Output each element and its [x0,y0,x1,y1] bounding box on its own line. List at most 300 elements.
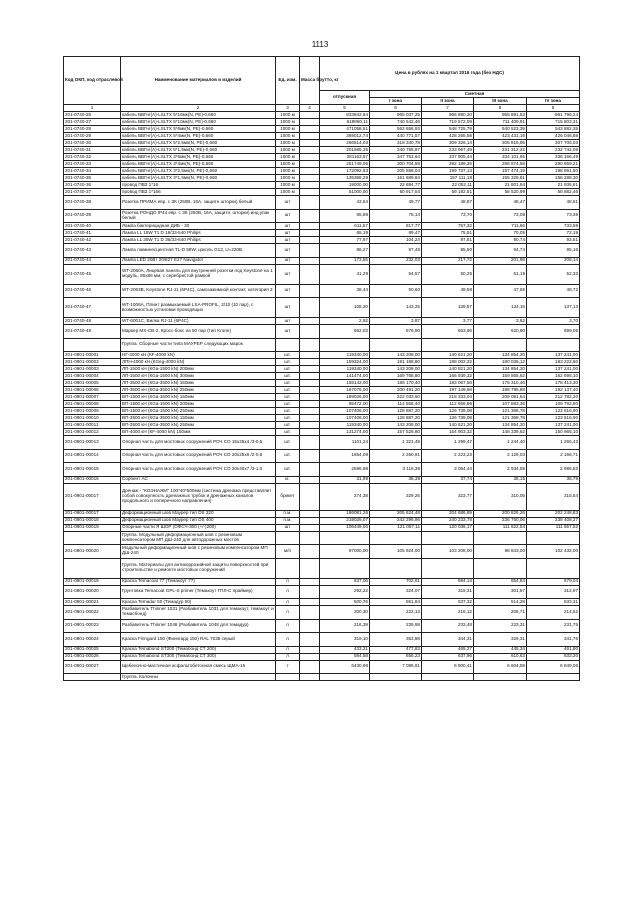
cell-release-price: 2,92 [320,318,370,325]
cell-zone-1-price: 440 771,57 [370,133,422,140]
cell-mass [300,422,320,429]
cell-unit: 1000 м [276,112,300,119]
cell-name: кабель ВВГнг(А)-LSLTX 3*4мк(N, PE)-0,660 [121,161,276,168]
cell-release-price: 19000,00 [320,182,370,189]
cell-release-price: 119340,00 [320,352,370,359]
cell-name: WT-2063B, Keystone RJ-11 (6P4C), самозажимной контакт, категория 3 [121,284,276,298]
cell-name: ВП-1500 кН (КGa-1500 kN) 200мм [121,401,276,408]
cell-zone-3-price: 197 474,19 [474,168,527,175]
cell-name: НГ-4000 кН (КF-4000 kN) [121,352,276,359]
cell-zone-2-price: 337 905,44 [422,154,474,161]
cell-name: кабель ВВГнг(А)-LSLTX 5*16мк(N, PE)-0,660 [121,112,276,119]
cell-zone-3-price: 155 329,81 [474,175,527,182]
cell-name: провод ПВЗ 1*16 [121,182,276,189]
cell-zone-1-price: 3 116,38 [370,463,422,477]
header-estimate-price: Сметная [370,91,580,98]
cell-unit: шт [276,209,300,223]
header-release-price: отпускная [320,91,370,105]
cell-zone-4-price: 178 413,30 [527,380,580,387]
table-row [64,189,580,196]
cell-zone-3-price: 334 101,65 [474,154,527,161]
cell-release-price: 43,64 [320,196,370,210]
cell-unit: шт [276,244,300,258]
cell-code: 201-0901-00003 [64,366,121,373]
cell-zone-1-price: 143 208,00 [370,352,422,359]
cell-zone-1-price [370,531,422,545]
cell-unit: м/п [276,545,300,559]
cell-mass [300,408,320,415]
cell-zone-2-price: 537,32 [422,599,474,606]
column-index: 1 [64,105,121,112]
cell-unit: 1000 м [276,126,300,133]
cell-unit: п.м. [276,510,300,517]
cell-zone-2-price: 126 739,08 [422,415,474,422]
cell-code: 201-0740-43 [64,244,121,258]
table-row [64,140,580,147]
cell-unit: 1000 м [276,168,300,175]
cell-zone-2-price: 75,51 [422,230,474,237]
cell-zone-1-price: 128 887,20 [370,408,422,415]
cell-release-price: 159324,00 [320,359,370,366]
cell-zone-1-price: 329,26 [370,483,422,510]
cell-name: Лампа LL 18W T1 D 18/33-540 Philips [121,230,276,237]
cell-unit: л [276,646,300,653]
cell-release-price: 186081,26 [320,510,370,517]
cell-name: ЛП-3500 кН (КGa-3500 kN) 150мм [121,380,276,387]
cell-zone-2-price: 548 725,79 [422,126,474,133]
cell-unit: л [276,653,300,660]
cell-name: ВП-1500 кН (КGa-1500 kN) 250мм [121,408,276,415]
table-row [64,352,580,359]
cell-zone-2-price: 48,87 [422,196,474,210]
cell-code: 201-0740-35 [64,175,121,182]
table-row [64,578,580,585]
cell-name: Дренаж - "КОЭНАЖИ" 100*40*500мм (система дренажа представляет собой совокупность дренажных трубок и дренажных каналов продольного и поперечного направления) [121,483,276,510]
cell-name: кабель ВВГнг(А)-LSLTX 5*10мк(N, PE)-0,660 [121,119,276,126]
cell-zone-2-price: 663,96 [422,325,474,339]
cell-unit: шт. [276,422,300,429]
cell-name: Грунтовка Temacoat GPL-S primer (Темакоут ГПЛ-С праймер) [121,585,276,599]
cell-unit: л [276,619,300,633]
cell-zone-3-price: 209 081,64 [474,394,527,401]
cell-code: 201-0740-49 [64,325,121,339]
cell-zone-1-price: 1 321,49 [370,436,422,450]
cell-name: Лампа люминесцентная TL-D 58W, цоколь G13, U=220В [121,244,276,258]
cell-release-price: 292,22 [320,585,370,599]
column-index: 6 [370,105,422,112]
cell-release-price: 135368,29 [320,175,370,182]
table-row [64,298,580,318]
cell-mass [300,147,320,154]
cell-unit [276,674,300,681]
cell-unit [276,558,300,578]
column-index: 7 [422,105,474,112]
cell-zone-2-price: 315,31 [422,585,474,599]
table-row [64,237,580,244]
cell-zone-1-price: 477,83 [370,646,422,653]
cell-mass [300,674,320,681]
cell-unit: л [276,633,300,647]
cell-release-price: 274,38 [320,483,370,510]
cell-mass [300,318,320,325]
cell-mass [300,653,320,660]
table-row [64,133,580,140]
cell-zone-3-price [474,558,527,578]
cell-zone-1-price: 105 924,00 [370,545,422,559]
cell-zone-4-price: 137,13 [527,298,580,318]
table-row [64,415,580,422]
cell-mass [300,599,320,606]
cell-zone-3-price: 188 795,88 [474,387,527,394]
cell-zone-2-price: 684,14 [422,578,474,585]
cell-mass [300,209,320,223]
cell-zone-3-price: 58 520,99 [474,189,527,196]
cell-mass [300,436,320,450]
cell-zone-4-price: 21 936,61 [527,182,580,189]
cell-zone-3-price: 148 339,62 [474,429,527,436]
cell-zone-1-price: 3,87 [370,318,422,325]
cell-release-price: 200,30 [320,606,370,620]
cell-zone-4-price: 3,70 [527,318,580,325]
table-row [64,524,580,531]
table-group-row [64,674,580,681]
cell-zone-1-price: 205 558,04 [370,168,422,175]
cell-zone-4-price: 123 516,90 [527,415,580,422]
cell-zone-3-price: 540 523,39 [474,126,527,133]
cell-zone-4-price: 95,16 [527,244,580,258]
cell-zone-4-price: 2 166,71 [527,449,580,463]
cell-zone-4-price: 341,76 [527,633,580,647]
cell-zone-2-price [422,338,474,352]
cell-name: ВП-1500 кН (КGa-1500 kN) 150мм [121,394,276,401]
cell-unit: л [276,599,300,606]
cell-zone-3-price: 310,05 [474,483,527,510]
cell-name: ВП-3500 кН (КGa-3500 kN) 150мм [121,415,276,422]
cell-release-price: 119340,00 [320,422,370,429]
cell-zone-1-price: 49,77 [370,196,422,210]
table-row [64,182,580,189]
cell-name: кабель ВВГнг(А)-LSLTX 3*6мк(N, PE)-0,660 [121,154,276,161]
table-row [64,175,580,182]
cell-code [64,558,121,578]
cell-release-price: 1101,24 [320,436,370,450]
cell-mass [300,366,320,373]
cell-unit: 1000 м [276,189,300,196]
cell-zone-1-price: 143 208,00 [370,422,422,429]
cell-code: 201-0740-46 [64,284,121,298]
cell-zone-1-price: 562 658,93 [370,126,422,133]
cell-mass [300,244,320,258]
table-group-row [64,531,580,545]
table-row [64,449,580,463]
cell-zone-2-price: 157 111,18 [422,175,474,182]
cell-zone-1-price: 104,24 [370,237,422,244]
cell-code: 201-0901-00019 [64,524,121,531]
cell-release-price: 65,89 [320,209,370,223]
cell-release-price: 167076,00 [320,387,370,394]
cell-release-price: 319,10 [320,633,370,647]
cell-name: Опорная часть для мостовых сооружений РОЧ СО 20х40х7 /3-1,0 [121,463,276,477]
cell-code [64,531,121,545]
cell-zone-3-price: 70,05 [474,230,527,237]
table-row [64,633,580,647]
cell-zone-2-price: 199 737,13 [422,168,474,175]
cell-zone-2-price: 323,77 [422,483,474,510]
cell-zone-2-price: 3,77 [422,318,474,325]
column-index-row [64,105,580,112]
cell-zone-3-price: 955 891,53 [474,112,527,119]
cell-zone-3-price: 134 854,20 [474,352,527,359]
cell-code: 201-0901-00027 [64,660,121,674]
cell-zone-4-price: 192 137,40 [527,387,580,394]
cell-zone-3-price: 48,47 [474,196,527,210]
cell-mass [300,112,320,119]
cell-zone-1-price: 740 542,46 [370,119,422,126]
table-row [64,606,580,620]
cell-zone-4-price: 183 222,60 [527,359,580,366]
cell-unit: шт [276,325,300,339]
cell-zone-2-price: 183 067,56 [422,380,474,387]
cell-zone-1-price: 965 037,25 [370,112,422,119]
cell-unit: 1000 м [276,175,300,182]
cell-zone-1-price: 240 785,97 [370,147,422,154]
cell-zone-1-price: 75,14 [370,209,422,223]
cell-unit [276,338,300,352]
cell-zone-3-price: 445,34 [474,646,527,653]
cell-name: провод ПВЗ 1*166 [121,189,276,196]
cell-code: 201-0901-00021 [64,599,121,606]
cell-mass [300,394,320,401]
cell-zone-4-price: 699,06 [527,325,580,339]
cell-zone-4-price: 312,97 [527,585,580,599]
table-row [64,380,580,387]
cell-zone-4-price: 111 657,52 [527,524,580,531]
cell-release-price: 662,03 [320,325,370,339]
cell-zone-1-price: 817,77 [370,223,422,230]
cell-zone-1-price: 143,25 [370,298,422,318]
cell-release-price: 189026,00 [320,394,370,401]
table-row [64,436,580,450]
cell-mass [300,558,320,578]
cell-unit: шт [276,284,300,298]
cell-unit: шт. [276,401,300,408]
cell-zone-1-price: 89,47 [370,230,422,237]
cell-zone-3-price: 231 312,22 [474,147,527,154]
cell-release-price: 86,27 [320,244,370,258]
cell-release-price: 172092,63 [320,168,370,175]
table-row [64,168,580,175]
cell-zone-4-price: 307 706,03 [527,140,580,147]
cell-mass [300,237,320,244]
cell-unit: шт. [276,352,300,359]
cell-zone-4-price: 48,61 [527,196,580,210]
cell-zone-2-price: 103 208,00 [422,545,474,559]
cell-zone-2-price: 112 656,96 [422,401,474,408]
cell-code [64,674,121,681]
cell-name: Розетка ПРИМА евр. с ЗК (250В, 16А, защитн шторки) белый [121,196,276,210]
cell-name: Краска Temacoat 77 (Темакоут 77) [121,578,276,585]
cell-mass [300,196,320,210]
cell-name: Деформационный шов Маурер тип DS 400 [121,517,276,524]
cell-zone-1-price: 157 528,80 [370,429,422,436]
table-row [64,517,580,524]
cell-release-price: 500,76 [320,599,370,606]
cell-zone-4-price: 36,79 [527,476,580,483]
cell-code: 201-0901-00002 [64,359,121,366]
cell-code: 201-0901-00019 [64,578,121,585]
cell-mass [300,189,320,196]
table-row [64,112,580,119]
price-table-body [64,112,580,681]
cell-zone-3-price: 2 129,03 [474,449,527,463]
cell-unit: шт. [276,415,300,422]
cell-name: кабель ВВГнг(А)-LSLTX 5*6мк(N, PE)-0,660 [121,126,276,133]
cell-release-price: 251749,05 [320,161,370,168]
cell-code: 201-0901-00001 [64,352,121,359]
cell-name: Сорбент АС [121,476,276,483]
cell-zone-3-price: 2 934,59 [474,463,527,477]
cell-unit: 1000 м [276,119,300,126]
cell-unit: брикет [276,483,300,510]
cell-zone-3-price: 1 244,40 [474,436,527,450]
cell-unit: 1000 м [276,133,300,140]
cell-zone-3-price [474,531,527,545]
cell-mass [300,182,320,189]
cell-zone-1-price: 7 086,91 [370,660,422,674]
cell-zone-2-price: 292 189,35 [422,161,474,168]
cell-zone-2-price: 197 149,68 [422,387,474,394]
cell-mass [300,429,320,436]
cell-code: 201-0740-31 [64,147,121,154]
cell-mass [300,585,320,599]
cell-zone-3-price: 711,66 [474,223,527,230]
table-row [64,147,580,154]
cell-zone-3-price: 3,62 [474,318,527,325]
cell-zone-4-price: 137 241,00 [527,352,580,359]
cell-mass [300,298,320,318]
cell-release-price: 637,06 [320,578,370,585]
table-row [64,230,580,237]
cell-release-price: 31,99 [320,476,370,483]
table-row [64,209,580,223]
cell-zone-4-price: 543 882,35 [527,126,580,133]
cell-zone-1-price: 318 340,78 [370,140,422,147]
cell-name: Лампа LL 36W T1 D 36/33-640 Philips [121,237,276,244]
cell-release-price: 77,97 [320,237,370,244]
cell-zone-1-price [370,674,422,681]
cell-mass [300,338,320,352]
cell-zone-3-price: 200 826,26 [474,510,527,517]
cell-name: Группа. Материалы для антикоррозийной защиты поверхностей при строительстве и ремонте мостовых сооружений [121,558,276,578]
cell-zone-1-price: 121 057,11 [370,524,422,531]
cell-unit [276,531,300,545]
cell-code: 201-0901-00025 [64,646,121,653]
cell-unit: 1000 м [276,140,300,147]
table-row [64,599,580,606]
cell-code: 201-0740-37 [64,189,121,196]
table-row [64,119,580,126]
cell-zone-4-price: 52,33 [527,264,580,284]
cell-zone-2-price: 719 572,09 [422,119,474,126]
cell-mass [300,578,320,585]
cell-unit: шт. [276,387,300,394]
cell-zone-4-price: 214,52 [527,606,580,620]
cell-name: Лампа бактерицидная ДИБ - 30 [121,223,276,230]
cell-zone-4-price: 73,39 [527,209,580,223]
cell-mass [300,510,320,517]
cell-name: Краска Temabond ST200 (Темабонд СТ 200) [121,646,276,653]
cell-unit: 1000 м [276,182,300,189]
cell-name: Маркер МХ-СВ-2, Кросс-бокс на 50 пар (тип Krone) [121,325,276,339]
cell-zone-2-price: 204 686,89 [422,510,474,517]
cell-unit: шт [276,257,300,264]
cell-zone-3-price: 223,31 [474,619,527,633]
cell-name: WT-6001C, Вилка RJ-11 (6P4C) [121,318,276,325]
cell-code: 201-0901-00012 [64,429,121,436]
cell-zone-4-price: 48,72 [527,284,580,298]
cell-unit: т [276,660,300,674]
cell-zone-3-price [474,674,527,681]
cell-name: ЛП-1500 кН (КGa-1500 kN) 300мм [121,373,276,380]
cell-name: ЛП-3500 кН (КGa-3500 kN) 250мм [121,387,276,394]
table-row [64,244,580,258]
cell-mass [300,284,320,298]
cell-zone-3-price: 51,19 [474,264,527,284]
cell-name: ЛПН-4000 кН (КGeg-4000 kN) [121,359,276,366]
cell-code: 201-0740-47 [64,298,121,318]
cell-zone-1-price: 222,13 [370,606,422,620]
cell-mass [300,168,320,175]
cell-release-price: 65,19 [320,230,370,237]
column-index: 5 [320,105,370,112]
cell-zone-4-price: 137 241,00 [527,366,580,373]
cell-zone-1-price: 200 491,20 [370,387,422,394]
cell-code: 201-0740-42 [64,237,121,244]
cell-name: Щебеночно-мастичная асфальтобетонная смесь ЩМА-15 [121,660,276,674]
cell-zone-1-price: 38,38 [370,476,422,483]
cell-name: WT-1006A, Плинт размыкаемый LSA-PROFIL, 2/10 (10 пар), с возможностью установки проводящих [121,298,276,318]
cell-release-price: 41,29 [320,264,370,284]
cell-unit: л [276,578,300,585]
header-price-group: Цена в рублях на 1 квартал 2016 года (без НДС) [320,57,580,91]
table-row [64,429,580,436]
cell-release-price: 433,21 [320,646,370,653]
cell-zone-4-price: 533,31 [527,599,580,606]
cell-mass [300,373,320,380]
header-zone-1: I зона [370,98,422,105]
cell-release-price: 95472,00 [320,401,370,408]
cell-code: 201-0740-39 [64,209,121,223]
table-row [64,223,580,230]
cell-code: 201-0901-00006 [64,387,121,394]
cell-code: 201-0740-36 [64,182,121,189]
table-row [64,359,580,366]
cell-zone-3-price: 73,08 [474,209,527,223]
cell-mass [300,126,320,133]
table-row [64,660,580,674]
cell-zone-3-price: 36,15 [474,476,527,483]
cell-zone-1-price: 324,07 [370,585,422,599]
cell-zone-3-price: 134 854,20 [474,422,527,429]
cell-zone-2-price: 233,48 [422,619,474,633]
table-row [64,264,580,284]
table-row [64,366,580,373]
cell-mass [300,415,320,422]
cell-release-price: 106449,00 [320,524,370,531]
cell-zone-4-price: 137 241,00 [527,422,580,429]
cell-code: 201-0901-00010 [64,415,121,422]
cell-zone-1-price: 2 260,91 [370,449,422,463]
